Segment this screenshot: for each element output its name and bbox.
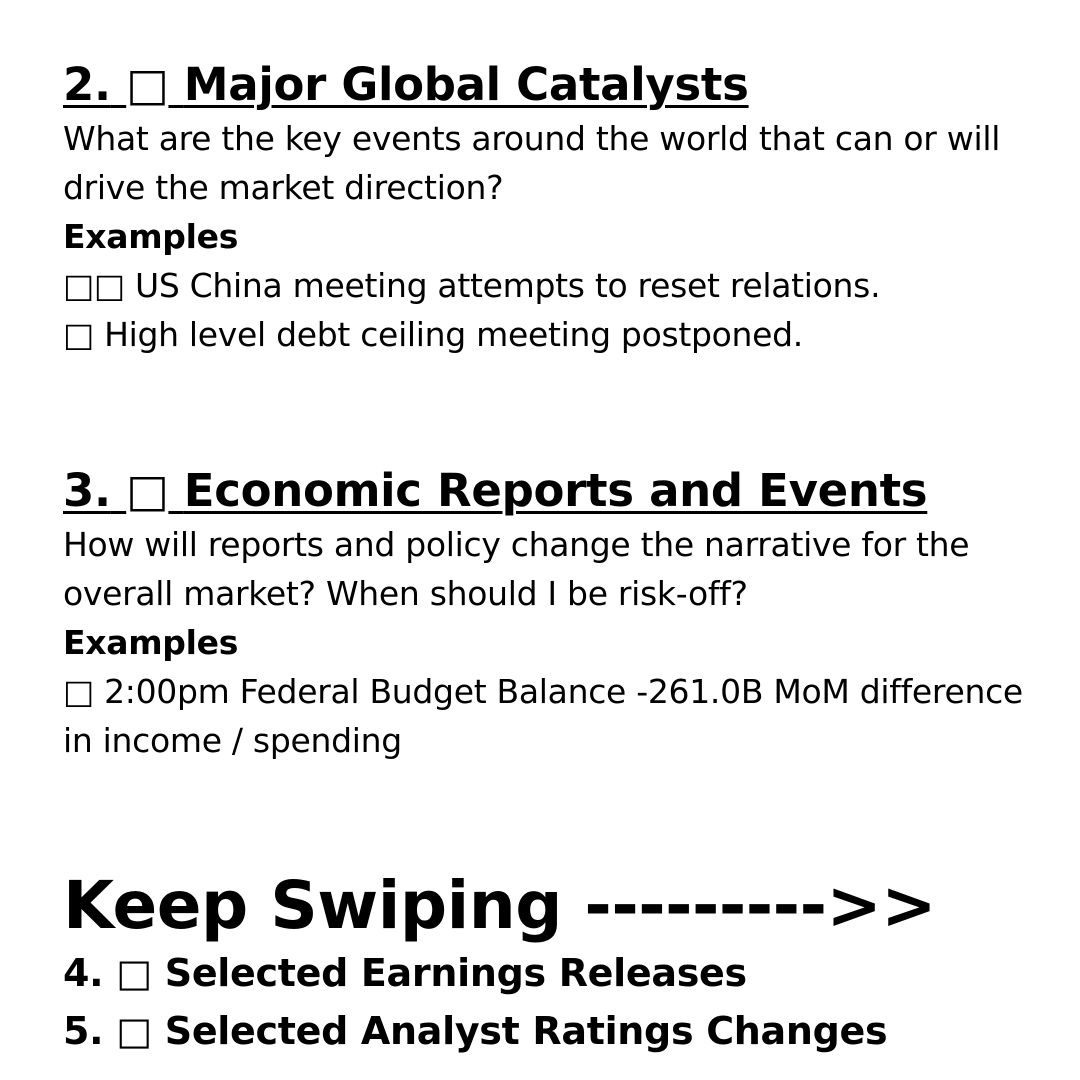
examples-label: Examples xyxy=(63,623,239,662)
section-economic-reports xyxy=(63,462,1043,765)
item-text: Selected Analyst Ratings Changes xyxy=(164,1009,888,1053)
flags-icon: □□ xyxy=(63,266,125,305)
section-number: 2. xyxy=(63,58,111,111)
ratings-icon: □ xyxy=(116,1009,152,1053)
section-title: Major Global Catalysts xyxy=(183,58,749,111)
example-item xyxy=(63,667,1043,765)
section-global-catalysts xyxy=(63,56,1043,359)
example-text: High level debt ceiling meeting postponed. xyxy=(104,315,803,354)
upcoming-item xyxy=(63,944,1043,1002)
upcoming-item xyxy=(63,1002,1043,1060)
item-number: 5. xyxy=(63,1009,104,1053)
example-item xyxy=(63,261,1043,310)
report-icon: □ xyxy=(126,464,169,517)
item-number: 4. xyxy=(63,951,104,995)
example-text: 2:00pm Federal Budget Balance -261.0B MoM difference in income / spending xyxy=(63,672,1023,760)
earnings-icon: □ xyxy=(116,951,152,995)
examples-label: Examples xyxy=(63,217,239,256)
globe-icon: □ xyxy=(126,58,169,111)
example-item xyxy=(63,310,1043,359)
section-number: 3. xyxy=(63,464,111,517)
section-heading xyxy=(63,462,1043,520)
keep-swiping-title: Keep Swiping --------->> xyxy=(63,867,937,944)
item-text: Selected Earnings Releases xyxy=(164,951,747,995)
clock-icon: □ xyxy=(63,672,94,711)
example-text: US China meeting attempts to reset relations. xyxy=(134,266,881,305)
section-question: How will reports and policy change the narrative for the overall market? When should I be risk-off? xyxy=(63,525,970,613)
keep-swiping-block xyxy=(63,868,1043,1060)
section-title: Economic Reports and Events xyxy=(183,464,928,517)
section-question: What are the key events around the world that can or will drive the market direction? xyxy=(63,119,1001,207)
flag-icon: □ xyxy=(63,315,94,354)
slide-page xyxy=(63,0,1043,1080)
section-heading xyxy=(63,56,1043,114)
